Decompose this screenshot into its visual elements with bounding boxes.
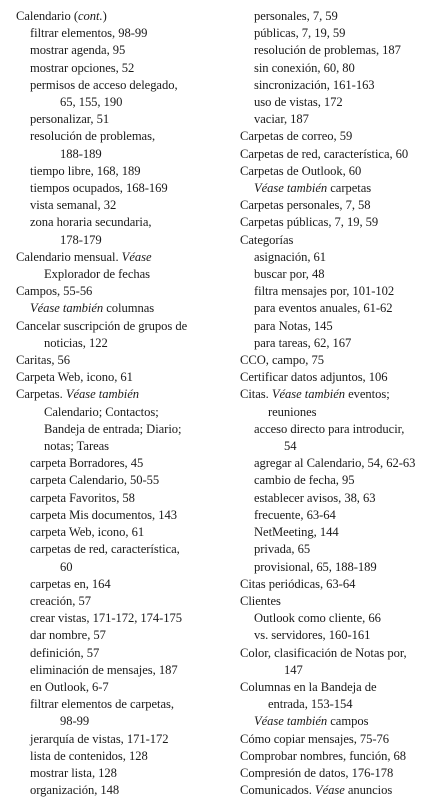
index-entry-text: filtrar elementos de carpetas, [30, 697, 174, 712]
index-entry [240, 128, 440, 145]
index-entry-text: 60 [60, 559, 73, 574]
index-entry-crossref: Véase también [254, 714, 328, 729]
index-entry [16, 180, 228, 197]
index-entry-text: mostrar lista, 128 [30, 765, 117, 780]
index-entry-text: Columnas en la Bandeja de [240, 679, 377, 694]
index-entry-crossref: Véase también [271, 387, 345, 402]
index-entry-text: Carpetas personales, 7, 58 [240, 198, 371, 213]
index-entry-text: NetMeeting, 144 [254, 525, 339, 540]
index-entry [240, 645, 440, 662]
index-entry [240, 352, 440, 369]
index-entry [16, 283, 228, 300]
index-entry [240, 696, 440, 713]
index-entry [16, 318, 228, 335]
index-entry [240, 438, 440, 455]
index-entry [240, 627, 440, 644]
index-entry-text: Citas. [240, 387, 272, 402]
index-entry [16, 748, 228, 765]
index-entry-crossref: Véase [314, 783, 345, 798]
index-entry-text: Outlook como cliente, 66 [254, 611, 381, 626]
index-entry-text: carpeta Favoritos, 58 [30, 490, 135, 505]
index-entry-text: notas; Tareas [44, 439, 110, 454]
index-entry [16, 576, 228, 593]
index-entry-text: vaciar, 187 [254, 112, 309, 127]
index-entry-text: columnas [103, 301, 155, 316]
index-entry-text: vista semanal, 32 [30, 198, 117, 213]
index-entry [240, 559, 440, 576]
index-entry [16, 163, 228, 180]
index-entry-text: Clientes [240, 593, 281, 608]
index-entry-text: Compresión de datos, 176-178 [240, 765, 394, 780]
index-entry [240, 610, 440, 627]
index-entry [16, 490, 228, 507]
index-entry [16, 369, 228, 386]
index-entry [240, 455, 440, 472]
index-entry [16, 404, 228, 421]
index-entry [240, 42, 440, 59]
index-entry [16, 111, 228, 128]
index-entry [16, 335, 228, 352]
index-column-right [240, 8, 440, 799]
index-entry [240, 386, 440, 403]
index-entry [16, 662, 228, 679]
index-entry-text: zona horaria secundaria, [30, 215, 152, 230]
index-entry-text: carpetas [327, 181, 372, 196]
index-entry-text: cambio de fecha, 95 [254, 473, 355, 488]
index-entry [240, 369, 440, 386]
index-entry-text: CCO, campo, 75 [240, 353, 324, 368]
index-entry-text: agregar al Calendario, 54, 62-63 [254, 456, 416, 471]
index-entry-text: acceso directo para introducir, [254, 421, 405, 436]
index-entry-text: Carpetas de Outlook, 60 [240, 163, 362, 178]
index-entry-text: Color, clasificación de Notas por, [240, 645, 407, 660]
index-entry-text: entrada, 153-154 [268, 697, 353, 712]
index-entry-crossref: Véase también [30, 301, 104, 316]
index-entry [16, 782, 228, 799]
index-entry [16, 386, 228, 403]
index-entry [240, 197, 440, 214]
index-entry [16, 421, 228, 438]
index-entry-text: resolución de problemas, [30, 129, 156, 144]
index-entry [16, 455, 228, 472]
index-entry-text: vs. servidores, 160-161 [254, 628, 371, 643]
index-entry-text: Carpetas públicas, 7, 19, 59 [240, 215, 379, 230]
index-entry [16, 232, 228, 249]
index-entry-text: asignación, 61 [254, 249, 327, 264]
index-entry-text: Bandeja de entrada; Diario; [44, 421, 182, 436]
index-entry-text: Certificar datos adjuntos, 106 [240, 370, 388, 385]
index-entry [240, 490, 440, 507]
index-entry [16, 77, 228, 94]
index-entry [16, 214, 228, 231]
index-entry [240, 713, 440, 730]
index-entry [240, 541, 440, 558]
index-entry-text: Carpeta Web, icono, 61 [16, 370, 133, 385]
index-entry [16, 610, 228, 627]
index-entry-text: creación, 57 [30, 593, 91, 608]
index-entry-text: sin conexión, 60, 80 [254, 60, 355, 75]
index-entry [240, 421, 440, 438]
index-entry [16, 696, 228, 713]
index-entry [240, 283, 440, 300]
index-entry [16, 559, 228, 576]
index-entry [16, 197, 228, 214]
index-entry-crossref: cont. [78, 9, 103, 23]
index-entry-text: Cancelar suscripción de grupos de [16, 318, 188, 333]
index-entry-text: crear vistas, 171-172, 174-175 [30, 611, 183, 626]
index-entry-text: carpeta Calendario, 50-55 [30, 473, 160, 488]
index-entry [240, 77, 440, 94]
index-entry-text: anuncios [344, 783, 393, 798]
index-entry-text: Carpetas de red, característica, 60 [240, 146, 409, 161]
index-entry [16, 713, 228, 730]
index-entry-text: Citas periódicas, 63-64 [240, 576, 356, 591]
index-entry [16, 627, 228, 644]
index-entry-text: Cómo copiar mensajes, 75-76 [240, 731, 390, 746]
index-entry-text: filtrar elementos, 98-99 [30, 26, 148, 41]
index-entry-text: reuniones [268, 404, 317, 419]
index-entry-text: tiempo libre, 168, 189 [30, 163, 141, 178]
index-entry [16, 593, 228, 610]
index-entry [240, 472, 440, 489]
index-entry-text: Carpetas de correo, 59 [240, 129, 353, 144]
index-entry-crossref: Véase también [254, 181, 328, 196]
index-entry [240, 335, 440, 352]
index-entry [16, 645, 228, 662]
index-entry [16, 524, 228, 541]
index-entry-text: eliminación de mensajes, 187 [30, 662, 178, 677]
index-entry-text: mostrar agenda, 95 [30, 43, 126, 58]
index-entry-text: Comunicados. [240, 783, 315, 798]
index-entry-text: Campos, 55-56 [16, 284, 93, 299]
index-entry-text: Categorías [240, 232, 294, 247]
index-entry [16, 249, 228, 266]
index-entry-text: 147 [284, 662, 303, 677]
index-entry [240, 576, 440, 593]
index-entry [16, 94, 228, 111]
index-entry-text: 54 [284, 439, 297, 454]
index-entry-text: privada, 65 [254, 542, 311, 557]
index-entry [16, 42, 228, 59]
index-entry [240, 300, 440, 317]
index-entry-text: eventos; [345, 387, 390, 402]
index-entry [240, 765, 440, 782]
index-entry [240, 731, 440, 748]
index-entry-text: Calendario; Contactos; [44, 404, 159, 419]
index-entry [240, 111, 440, 128]
index-entry-text: Calendario ( [16, 9, 78, 23]
index-entry-text: frecuente, 63-64 [254, 507, 336, 522]
index-entry [240, 60, 440, 77]
index-entry [240, 748, 440, 765]
index-entry [16, 146, 228, 163]
index-entry [16, 731, 228, 748]
index-entry [16, 679, 228, 696]
index-entry-text: Explorador de fechas [44, 267, 150, 282]
index-entry [240, 318, 440, 335]
index-entry-text: sincronización, 161-163 [254, 77, 375, 92]
index-entry [16, 128, 228, 145]
index-entry-text: jerarquía de vistas, 171-172 [30, 731, 169, 746]
index-entry-text: personales, 7, 59 [254, 9, 338, 23]
index-entry-text: organización, 148 [30, 783, 120, 798]
index-entry-crossref: Véase [121, 249, 152, 264]
index-entry [240, 782, 440, 799]
index-entry-text: provisional, 65, 188-189 [254, 559, 377, 574]
index-entry-crossref: Véase también [65, 387, 140, 402]
index-entry-text: carpeta Mis documentos, 143 [30, 507, 177, 522]
index-entry-text: carpetas en, 164 [30, 576, 111, 591]
index-entry [16, 60, 228, 77]
index-entry [240, 507, 440, 524]
index-entry-text: campos [327, 714, 369, 729]
index-entry-text: Calendario mensual. [16, 249, 122, 264]
index-entry [240, 214, 440, 231]
index-entry-text: personalizar, 51 [30, 112, 110, 127]
index-entry-text: ) [102, 9, 107, 23]
index-entry [16, 25, 228, 42]
index-entry [240, 266, 440, 283]
index-entry-text: establecer avisos, 38, 63 [254, 490, 376, 505]
index-entry [240, 180, 440, 197]
index-column-left [16, 8, 228, 799]
index-entry [240, 249, 440, 266]
index-entry-text: 65, 155, 190 [60, 95, 123, 110]
index-entry-text: uso de vistas, 172 [254, 95, 343, 110]
index-entry [240, 404, 440, 421]
index-entry-text: noticias, 122 [44, 335, 108, 350]
index-entry [240, 163, 440, 180]
index-entry [16, 266, 228, 283]
index-entry-text: Comprobar nombres, función, 68 [240, 748, 407, 763]
index-entry [240, 679, 440, 696]
index-entry [16, 300, 228, 317]
index-entry [240, 524, 440, 541]
index-entry [16, 765, 228, 782]
index-entry-text: tiempos ocupados, 168-169 [30, 181, 168, 196]
index-entry-text: públicas, 7, 19, 59 [254, 26, 346, 41]
index-entry [240, 8, 440, 25]
index-entry-text: resolución de problemas, 187 [254, 43, 401, 58]
index-entry-text: 178-179 [60, 232, 102, 247]
index-entry-text: para eventos anuales, 61-62 [254, 301, 393, 316]
index-entry-text: dar nombre, 57 [30, 628, 106, 643]
index-entry-text: carpetas de red, característica, [30, 542, 180, 557]
index-entry [240, 146, 440, 163]
index-entry-text: lista de contenidos, 128 [30, 748, 148, 763]
index-entry-text: para tareas, 62, 167 [254, 335, 352, 350]
index-entry-text: mostrar opciones, 52 [30, 60, 135, 75]
index-entry-text: buscar por, 48 [254, 267, 325, 282]
index-entry-text: carpeta Borradores, 45 [30, 456, 144, 471]
index-entry [240, 25, 440, 42]
index-entry-text: en Outlook, 6-7 [30, 679, 109, 694]
index-entry-text: carpeta Web, icono, 61 [30, 525, 145, 540]
index-entry [16, 8, 228, 25]
index-entry [16, 438, 228, 455]
index-entry [240, 94, 440, 111]
index-entry-text: 188-189 [60, 146, 102, 161]
index-entry [16, 352, 228, 369]
index-entry [240, 662, 440, 679]
index-entry-text: permisos de acceso delegado, [30, 77, 178, 92]
index-entry [240, 232, 440, 249]
index-entry-text: 98-99 [60, 714, 90, 729]
index-entry-text: Caritas, 56 [16, 353, 71, 368]
index-entry-text: definición, 57 [30, 645, 100, 660]
index-entry-text: filtra mensajes por, 101-102 [254, 284, 395, 299]
index-entry [16, 541, 228, 558]
index-entry-text: para Notas, 145 [254, 318, 333, 333]
index-entry [16, 472, 228, 489]
index-entry-text: Carpetas. [16, 387, 66, 402]
index-entry [240, 593, 440, 610]
index-entry [16, 507, 228, 524]
